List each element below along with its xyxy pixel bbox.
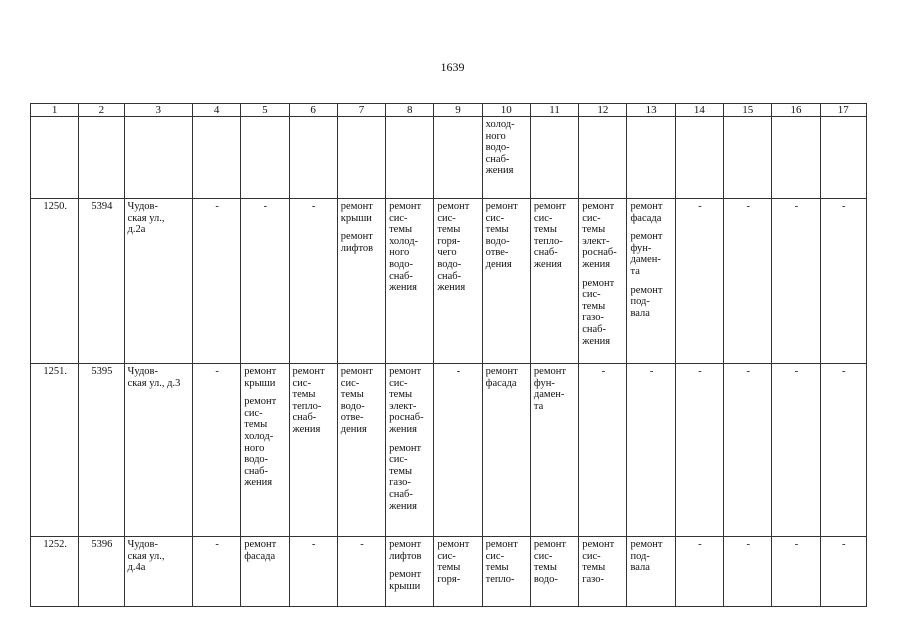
table-cell [772, 199, 820, 364]
cell-entry: ремонт под- вала [630, 284, 663, 319]
column-header: 10 [482, 104, 530, 117]
table-cell [675, 364, 723, 537]
table-cell [241, 537, 289, 607]
cell-entry: ремонт крыши [389, 569, 422, 592]
cell-entry: холод- ного водо- снаб- жения [485, 119, 515, 177]
table-cell [192, 199, 240, 364]
building-address: Чудов- ская ул., д.3 [124, 364, 192, 537]
column-header: 3 [124, 104, 192, 117]
cell-entry: ремонт под- вала [630, 539, 663, 574]
table-cell [820, 199, 866, 364]
table-cell [386, 364, 434, 537]
table-cell [820, 537, 866, 607]
table-cell [386, 199, 434, 364]
table-cell [772, 537, 820, 607]
column-header: 5 [241, 104, 289, 117]
table-cell [675, 117, 723, 199]
cell-entry: ремонт сис- темы холод- ного водо- снаб- жения [244, 396, 277, 489]
empty-dash: - [698, 366, 702, 377]
table-cell [337, 117, 385, 199]
empty-dash: - [746, 366, 750, 377]
page-number: 1639 [440, 60, 465, 74]
cell-entry: ремонт крыши [340, 201, 373, 224]
table-cell [31, 117, 79, 199]
column-header: 7 [337, 104, 385, 117]
empty-dash: - [698, 539, 702, 550]
table-cell [79, 117, 124, 199]
table-cell [772, 117, 820, 199]
column-header: 9 [434, 104, 482, 117]
table-row [31, 537, 867, 607]
empty-dash: - [649, 366, 654, 377]
cell-entry: ремонт фасада [485, 366, 518, 389]
table-cell [724, 537, 772, 607]
cell-entry: ремонт лифтов [389, 539, 422, 562]
column-header: 2 [79, 104, 124, 117]
table-cell [627, 364, 675, 537]
table-cell [627, 537, 675, 607]
empty-dash: - [215, 201, 219, 212]
empty-dash: - [311, 201, 316, 212]
table-cell [627, 199, 675, 364]
cell-entry: ремонт сис- темы водо- отве- дения [340, 366, 373, 435]
empty-dash: - [311, 539, 316, 550]
building-address: Чудов- ская ул., д.2а [124, 199, 192, 364]
building-id: 5394 [79, 199, 124, 364]
cell-entry: ремонт сис- темы газо- [582, 539, 615, 585]
table-cell [434, 537, 482, 607]
cell-entry: ремонт сис- темы элект- роснаб- жения [582, 201, 617, 270]
empty-dash: - [842, 539, 846, 550]
cell-entry: ремонт сис- темы элект- роснаб- жения [389, 366, 424, 435]
column-header: 12 [579, 104, 627, 117]
empty-dash: - [215, 539, 219, 550]
table-cell [192, 537, 240, 607]
table-cell [241, 199, 289, 364]
table-cell [289, 117, 337, 199]
table-cell [124, 117, 192, 199]
table-cell [579, 199, 627, 364]
cell-entry: ремонт сис- темы тепло- [485, 539, 518, 585]
column-header: 17 [820, 104, 866, 117]
table-cell [434, 364, 482, 537]
table-cell [724, 117, 772, 199]
empty-dash: - [601, 366, 606, 377]
cell-entry: ремонт фасада [244, 539, 277, 562]
empty-dash: - [360, 539, 364, 550]
table-cell [337, 537, 385, 607]
building-address: Чудов- ская ул., д.4а [124, 537, 192, 607]
table-row [31, 364, 867, 537]
table-cell [579, 364, 627, 537]
table-cell [482, 364, 530, 537]
cell-entry: ремонт сис- темы холод- ного водо- снаб- жения [389, 201, 422, 294]
cell-entry: ремонт фасада [630, 201, 663, 224]
table-cell [530, 537, 578, 607]
column-header: 1 [31, 104, 79, 117]
table-cell [675, 199, 723, 364]
table-cell [530, 117, 578, 199]
table-cell [724, 364, 772, 537]
empty-dash: - [215, 366, 219, 377]
cell-entry: ремонт сис- темы горя- [437, 539, 470, 585]
cell-entry: ремонт фун- дамен- та [630, 231, 663, 277]
row-number: 1251. [31, 364, 79, 537]
table-cell [434, 199, 482, 364]
column-header: 6 [289, 104, 337, 117]
cell-entry: ремонт сис- темы тепло- снаб- жения [533, 201, 566, 270]
table-cell [434, 117, 482, 199]
column-header: 16 [772, 104, 820, 117]
empty-dash: - [794, 539, 799, 550]
empty-dash: - [794, 201, 799, 212]
table-cell [482, 199, 530, 364]
table-cell [337, 199, 385, 364]
table-cell [289, 199, 337, 364]
empty-dash: - [698, 201, 702, 212]
empty-dash: - [794, 366, 799, 377]
cell-entry: ремонт крыши [244, 366, 277, 389]
table-cell [530, 364, 578, 537]
cell-entry: ремонт фун- дамен- та [533, 366, 566, 412]
table-cell [386, 117, 434, 199]
table-cell [820, 117, 866, 199]
column-header: 8 [386, 104, 434, 117]
cell-entry: ремонт лифтов [340, 231, 374, 254]
table-cell [579, 117, 627, 199]
table-cell [289, 537, 337, 607]
table-cell [337, 364, 385, 537]
table-cell [289, 364, 337, 537]
cell-entry: ремонт сис- темы газо- снаб- жения [389, 442, 422, 512]
empty-dash: - [746, 201, 750, 212]
cell-entry: ремонт сис- темы тепло- снаб- жения [292, 366, 325, 435]
column-header: 15 [724, 104, 772, 117]
table-cell [241, 364, 289, 537]
table-cell [241, 117, 289, 199]
table-cell [820, 364, 866, 537]
table-cell [675, 537, 723, 607]
column-header: 14 [675, 104, 723, 117]
cell-entry: ремонт сис- темы газо- снаб- жения [582, 277, 615, 347]
row-number: 1252. [31, 537, 79, 607]
column-header: 4 [192, 104, 240, 117]
row-number: 1250. [31, 199, 79, 364]
empty-dash: - [842, 366, 846, 377]
table-cell [530, 199, 578, 364]
table-cell [772, 364, 820, 537]
building-id: 5395 [79, 364, 124, 537]
column-header: 11 [530, 104, 578, 117]
table-cell [386, 537, 434, 607]
table-row [31, 199, 867, 364]
column-header: 13 [627, 104, 675, 117]
cell-entry: ремонт сис- темы горя- чего водо- снаб- жения [437, 201, 470, 294]
table-cell [724, 199, 772, 364]
cell-entry: ремонт сис- темы водо- [533, 539, 566, 585]
table-cell [579, 537, 627, 607]
table-cell [482, 537, 530, 607]
table-cell [192, 364, 240, 537]
empty-dash: - [263, 201, 268, 212]
table-cell [482, 117, 530, 199]
repair-schedule-table [30, 103, 867, 607]
empty-dash: - [456, 366, 461, 377]
column-number-row [31, 104, 867, 117]
table-cell [627, 117, 675, 199]
table-cell [192, 117, 240, 199]
continuation-row [31, 117, 867, 199]
cell-entry: ремонт сис- темы водо- отве- дения [485, 201, 518, 270]
building-id: 5396 [79, 537, 124, 607]
empty-dash: - [842, 201, 846, 212]
empty-dash: - [746, 539, 750, 550]
